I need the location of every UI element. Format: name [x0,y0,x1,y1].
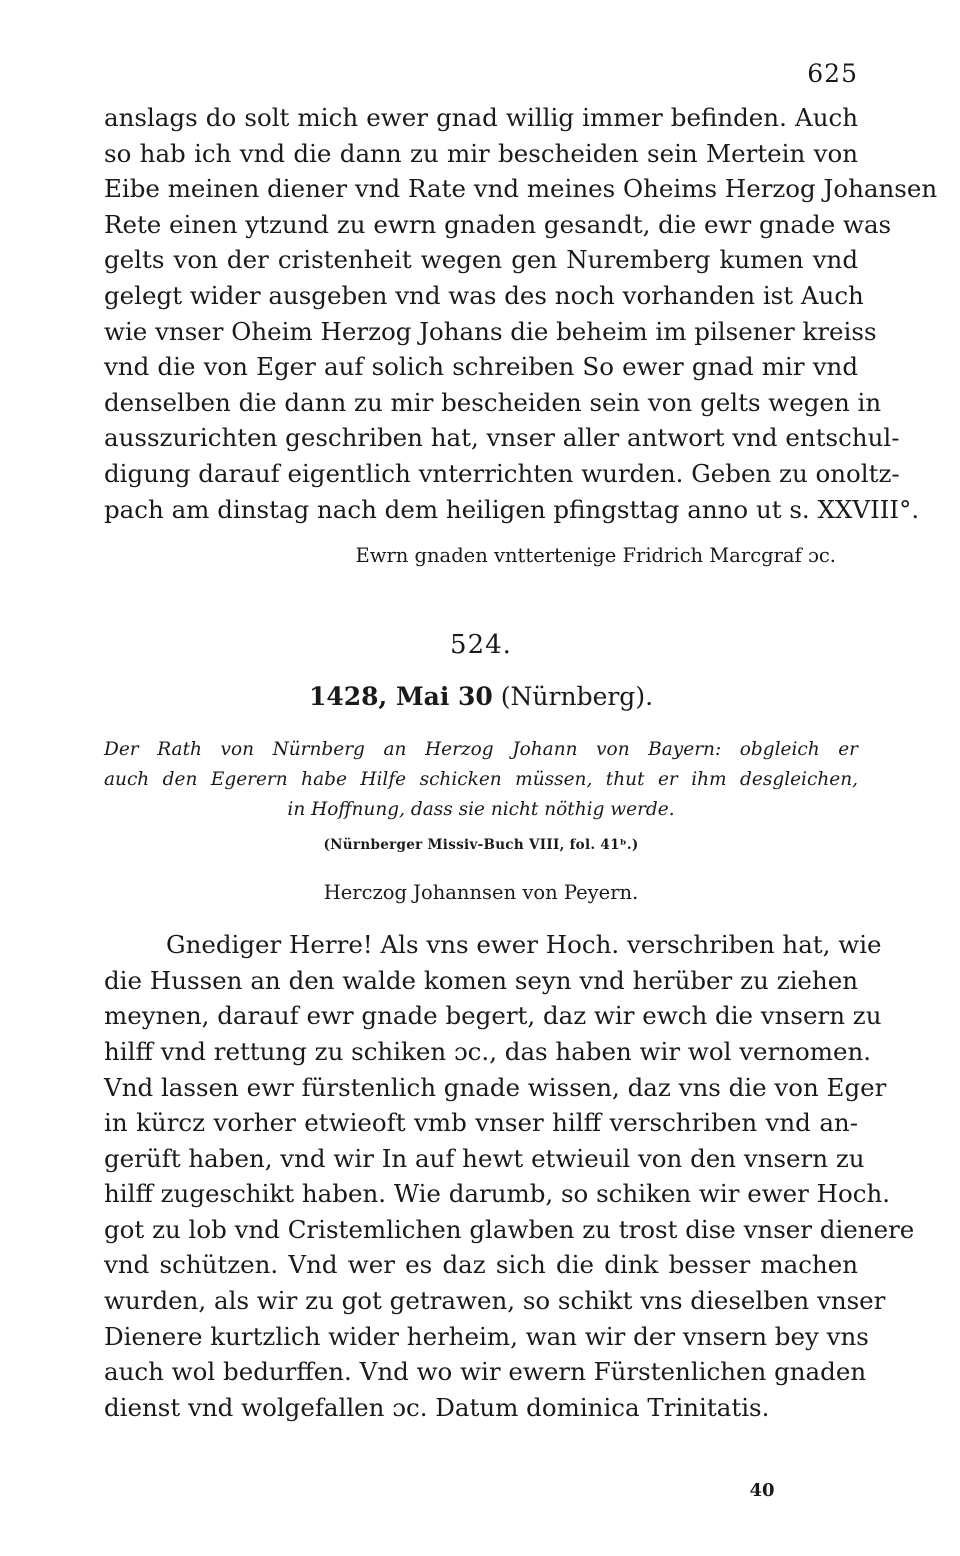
text-line: wie vnser Oheim Herzog Johans die beheim im pilsener kreiss [104,316,877,346]
text-line: anslags do solt mich ewer gnad willig immer befinden. Auch [104,103,858,132]
source-citation: (Nürnberger Missiv-Buch VIII, fol. 41ᵇ.) [323,837,639,854]
text-line: meynen, darauf ewr gnade begert, daz wir ewch die vnsern zu [104,1001,882,1031]
text-line: denselben die dann zu mir bescheiden sein von gelts wegen in [104,387,882,417]
summary-line: in Hoffnung, dass sie nicht nöthig werde. [287,799,675,821]
text-line: hilff zugeschikt haben. Wie darumb, so schiken wir ewer Hoch. [104,1179,891,1209]
document-date: 1428, Mai 30 [308,682,493,712]
text-line: gerüft haben, vnd wir In auf hewt etwieuil von den vnsern zu [104,1143,865,1173]
text-line: vnd die von Eger auf solich schreiben So ewer gnad mir vnd [104,352,858,382]
text-line: in kürcz vorher etwieoft vmb vnser hilff verschriben vnd an- [104,1108,858,1138]
letter-body [104,927,915,1425]
summary-line: auch den Egerern habe Hilfe schicken müssen, thut er ihm desgleichen, [104,769,858,791]
text-line: dienst vnd wolgefallen ɔc. Datum dominica Trinitatis. [104,1392,770,1422]
document-place: (Nürnberg). [500,682,654,712]
text-line: Gnediger Herre! Als vns ewer Hoch. verschriben hat, wie [166,930,882,960]
text-line: hilff vnd rettung zu schiken ɔc., das haben wir wol vernomen. [104,1036,872,1066]
text-line: digung darauf eigentlich vnterrichten wurden. Geben zu onoltz- [104,458,900,488]
text-line: die Hussen an den walde komen seyn vnd herüber zu ziehen [104,965,858,995]
text-line: Rete einen ytzund zu ewrn gnaden gesandt, die ewr gnade was [104,209,892,239]
letter-signature: Ewrn gnaden vnttertenige Fridrich Marcgraf ɔc. [355,544,836,568]
text-line: Eibe meinen diener vnd Rate vnd meines Oheims Herzog Johansen [104,174,938,204]
document-summary [104,735,858,825]
text-line: pach am dinstag nach dem heiligen pfingsttag anno ut s. XXVIII°. [104,494,920,524]
text-line: auch wol bedurffen. Vnd wo wir ewern Fürstenlichen gnaden [104,1357,867,1387]
text-line: gelegt wider ausgeben vnd was des noch vorhanden ist Auch [104,280,864,310]
text-line: gelts von der cristenheit wegen gen Nuremberg kumen vnd [104,245,858,275]
text-line: ausszurichten geschriben hat, vnser aller antwort vnd entschul- [104,423,900,453]
signature-mark: 40 [749,1480,775,1501]
document-number: 524. [450,630,512,661]
signature-mark-row [0,1478,880,1504]
letter-continuation [104,100,938,527]
text-line: vnd schützen. Vnd wer es daz sich die dink besser machen [104,1250,858,1280]
text-line: got zu lob vnd Cristemlichen glawben zu trost dise vnser dienere [104,1214,915,1244]
page-number: 625 [807,59,858,88]
summary-line: Der Rath von Nürnberg an Herzog Johann von Bayern: obgleich er [104,739,858,761]
text-line: so hab ich vnd die dann zu mir bescheiden sein Mertein von [104,138,858,168]
text-line: Dienere kurtzlich wider herheim, wan wir der vnsern bey vns [104,1321,869,1351]
text-line: wurden, als wir zu got getrawen, so schikt vns dieselben vnser [104,1286,886,1316]
text-line: Vnd lassen ewr fürstenlich gnade wissen, daz vns die von Eger [104,1072,887,1102]
letter-address: Herczog Johannsen von Peyern. [323,881,639,905]
document-date-heading [104,679,858,715]
